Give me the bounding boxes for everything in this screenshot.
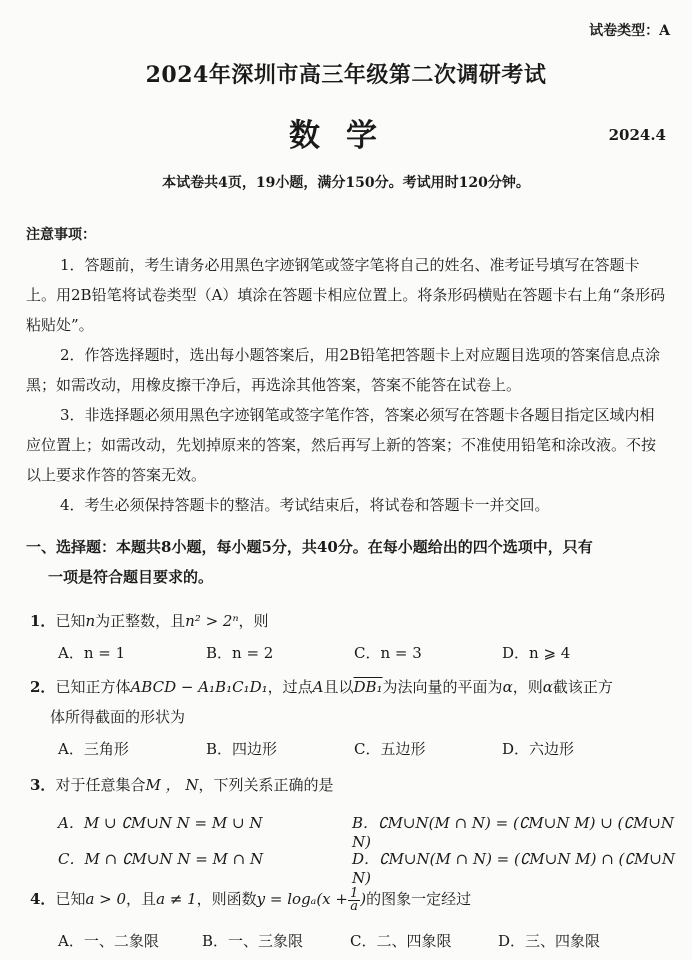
exam-info: 本试卷共4页，19小题，满分150分。考试用时120分钟。 bbox=[162, 175, 530, 191]
fraction-numerator: 1 bbox=[349, 885, 359, 901]
math-func-close: ) bbox=[360, 890, 367, 908]
question-stem-line2: 体所得截面的形状为 bbox=[50, 708, 186, 726]
math-expr: ABCD − A₁B₁C₁D₁ bbox=[130, 678, 268, 696]
q2-option-c: C．五边形 bbox=[354, 740, 426, 758]
subject-title: 数学 bbox=[289, 118, 403, 154]
question-number: 2． bbox=[30, 678, 56, 696]
question-2 bbox=[30, 672, 668, 732]
section-1-line2: 一项是符合题目要求的。 bbox=[48, 568, 214, 586]
math-fraction bbox=[348, 885, 360, 914]
q4-option-a: A．一、二象限 bbox=[58, 932, 159, 950]
question-stem: ，且 bbox=[126, 890, 157, 908]
math-expr: a ≠ 1 bbox=[156, 890, 197, 908]
math-vector: DB₁ bbox=[353, 678, 383, 696]
math-var: α bbox=[502, 678, 513, 696]
exam-title: 2024年深圳市高三年级第二次调研考试 bbox=[145, 62, 547, 88]
q4-option-b: B．一、三象限 bbox=[202, 932, 304, 950]
question-stem: ，过点 bbox=[267, 678, 313, 696]
math-var: A bbox=[312, 678, 324, 696]
math-expr: a > 0 bbox=[85, 890, 127, 908]
q4-option-d: D．三、四象限 bbox=[498, 932, 601, 950]
notice-title: 注意事项： bbox=[26, 227, 96, 243]
question-stem: 为法向量的平面为 bbox=[382, 678, 503, 696]
question-stem: 已知 bbox=[55, 890, 86, 908]
question-number: 4． bbox=[30, 890, 56, 908]
question-stem: 为正整数，且 bbox=[95, 612, 186, 630]
question-stem: 对于任意集合 bbox=[55, 776, 146, 794]
q3-option-a: A．M ∪ ∁M∪N N = M ∪ N bbox=[58, 814, 263, 832]
math-var: α bbox=[542, 678, 553, 696]
question-number: 1． bbox=[30, 612, 56, 630]
math-sets: M ， N bbox=[145, 776, 199, 794]
q3-option-c: C．M ∩ ∁M∪N N = M ∩ N bbox=[58, 850, 264, 868]
q3-option-d: D．∁M∪N(M ∩ N) = (∁M∪N M) ∩ (∁M∪N N) bbox=[352, 850, 675, 887]
q2-option-a: A．三角形 bbox=[58, 740, 129, 758]
q1-option-b: B．n = 2 bbox=[206, 644, 274, 662]
q4-option-c: C．二、四象限 bbox=[350, 932, 452, 950]
q2-option-b: B．四边形 bbox=[206, 740, 278, 758]
q1-option-c: C．n = 3 bbox=[354, 644, 422, 662]
notice-item-1: 1．答题前，考生请务必用黑色字迹钢笔或签字笔将自己的姓名、准考证号填写在答题卡上。用2B铅笔将试卷类型（A）填涂在答题卡相应位置上。将条形码横贴在答题卡右上角“条形码粘贴处”。 bbox=[26, 256, 666, 334]
section-1-line1: 一、选择题：本题共8小题，每小题5分，共40分。在每小题给出的四个选项中，只有 bbox=[26, 538, 593, 556]
question-number: 3． bbox=[30, 776, 56, 794]
paper-type-label: 试卷类型：A bbox=[589, 23, 670, 39]
q2-option-d: D．六边形 bbox=[502, 740, 575, 758]
math-expr: n² > 2ⁿ bbox=[185, 612, 239, 630]
math-func: y = logₐ(x + bbox=[256, 890, 348, 908]
question-stem: ，则函数 bbox=[196, 890, 257, 908]
q3-option-b: B．∁M∪N(M ∩ N) = (∁M∪N M) ∪ (∁M∪N N) bbox=[352, 814, 674, 851]
question-stem: 已知正方体 bbox=[55, 678, 131, 696]
question-stem: ，下列关系正确的是 bbox=[198, 776, 334, 794]
question-4 bbox=[30, 884, 668, 914]
question-stem: ，则 bbox=[238, 612, 269, 630]
question-stem: 截该正方 bbox=[552, 678, 613, 696]
question-stem: 且以 bbox=[323, 678, 354, 696]
notice-item-2: 2．作答选择题时，选出每小题答案后，用2B铅笔把答题卡上对应题目选项的答案信息点涂黑；如需改动，用橡皮擦干净后，再选涂其他答案，答案不能答在试卷上。 bbox=[26, 346, 661, 394]
fraction-denominator: a bbox=[350, 898, 358, 914]
exam-date: 2024.4 bbox=[608, 126, 666, 144]
notice-item-4: 4．考生必须保持答题卡的整洁。考试结束后，将试卷和答题卡一并交回。 bbox=[60, 496, 550, 514]
math-var: n bbox=[85, 612, 96, 630]
question-stem: 已知 bbox=[55, 612, 86, 630]
q1-option-d: D．n ⩾ 4 bbox=[502, 644, 571, 662]
notice-item-3: 3．非选择题必须用黑色字迹钢笔或签字笔作答，答案必须写在答题卡各题目指定区域内相应位置上；如需改动，先划掉原来的答案，然后再写上新的答案；不准使用铅笔和涂改液。不按以上要求作答的答案无效。 bbox=[26, 406, 657, 484]
question-3 bbox=[30, 770, 668, 800]
question-stem: 的图象一定经过 bbox=[366, 890, 472, 908]
question-1 bbox=[30, 606, 668, 636]
q1-option-a: A．n = 1 bbox=[58, 644, 126, 662]
question-stem: ，则 bbox=[512, 678, 543, 696]
section-1-heading bbox=[26, 532, 668, 592]
